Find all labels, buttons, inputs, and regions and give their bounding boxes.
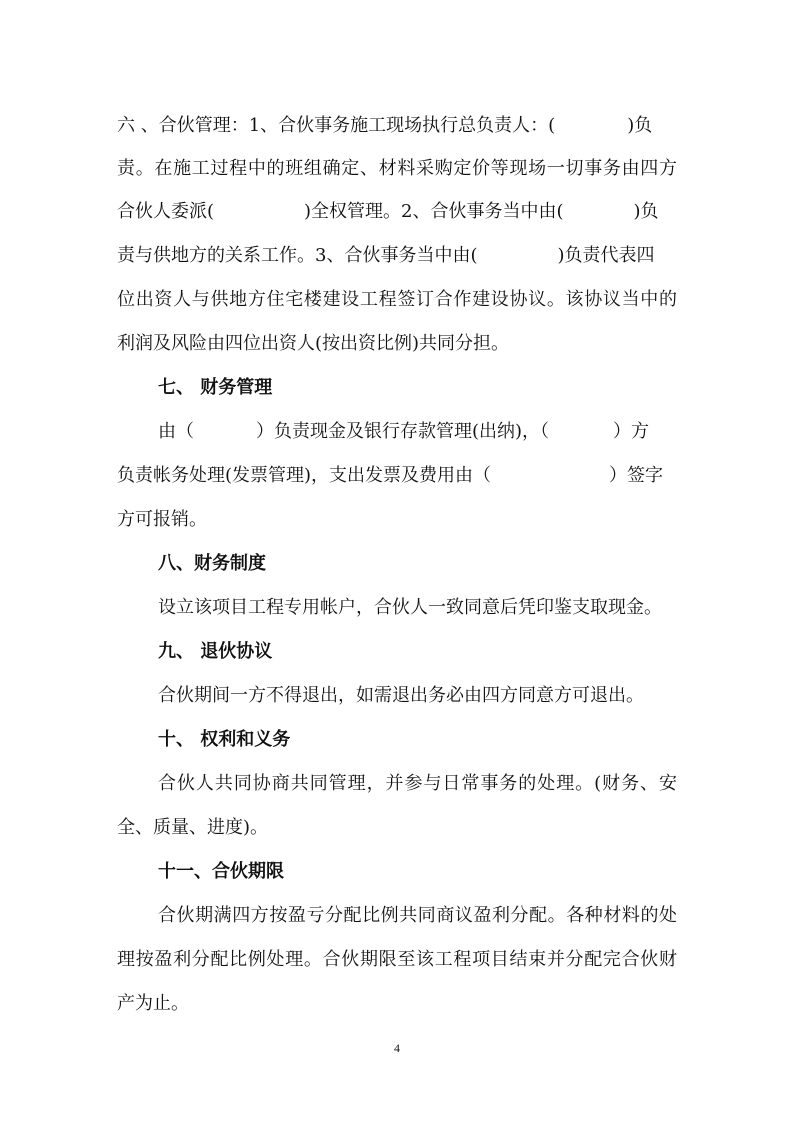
section11-line-1: 合伙期满四方按盈亏分配比例共同商议盈利分配。各种材料的处: [158, 905, 677, 926]
section10-line-1: 合伙人共同协商共同管理，并参与日常事务的处理。(财务、安: [158, 773, 677, 794]
section7-line-2-text-a: 负责帐务处理(发票管理)，支出发票及费用由（: [117, 465, 492, 486]
section7-line-3: 方可报销。: [117, 509, 207, 530]
section7-line-2: [117, 462, 677, 490]
section11-line-3: 产为止。: [117, 993, 189, 1014]
section6-line-3-text-a: 合伙人委派(: [117, 201, 215, 222]
section9-line-1: 合伙期间一方不得退出，如需退出务必由四方同意方可退出。: [158, 685, 644, 706]
section11-heading: 十一、合伙期限: [158, 861, 284, 882]
section7-heading: 七、 财务管理: [158, 377, 273, 398]
section7-line-1-text-a: 由（: [158, 421, 194, 442]
section7-line-1-text-c: ）方: [613, 421, 650, 442]
section6-line-3-text-c: )负: [633, 201, 659, 222]
section6-line-1: [117, 112, 677, 140]
section6-line-6: 利润及风险由四位出资人(按出资比例)共同分担。: [117, 333, 510, 354]
section6-line-1-text-a: 六 、合伙管理：1、合伙事务施工现场执行总负责人：(: [117, 115, 556, 136]
section7-line-1: [158, 418, 677, 446]
section6-line-4-text-a: 责与供地方的关系工作。3、合伙事务当中由(: [117, 245, 478, 266]
page-number: 4: [394, 1041, 400, 1055]
section8-line-1: 设立该项目工程专用帐户，合伙人一致同意后凭印鉴支取现金。: [158, 597, 662, 618]
section7-line-2-text-b: ）签字: [609, 465, 664, 486]
section6-line-4: [117, 242, 677, 270]
section6-line-2: 责。在施工过程中的班组确定、材料采购定价等现场一切事务由四方: [117, 158, 677, 179]
section6-line-3-text-b: )全权管理。2、合伙事务当中由(: [304, 201, 564, 222]
section9-heading: 九、 退伙协议: [158, 641, 273, 662]
section10-heading: 十、 权利和义务: [158, 729, 291, 750]
section6-line-5: 位出资人与供地方住宅楼建设工程签订合作建设协议。该协议当中的: [117, 289, 677, 310]
section6-line-4-text-b: )负责代表四: [557, 245, 655, 266]
section10-line-2: 全、质量、进度)。: [117, 817, 269, 838]
section7-line-1-text-b: ）负责现金及银行存款管理(出纳)，（: [256, 421, 550, 442]
section8-heading: 八、财务制度: [158, 553, 266, 574]
section6-line-3: [117, 198, 677, 226]
section11-line-2: 理按盈利分配比例处理。合伙期限至该工程项目结束并分配完合伙财: [117, 949, 677, 970]
section6-line-1-text-b: )负: [627, 115, 653, 136]
